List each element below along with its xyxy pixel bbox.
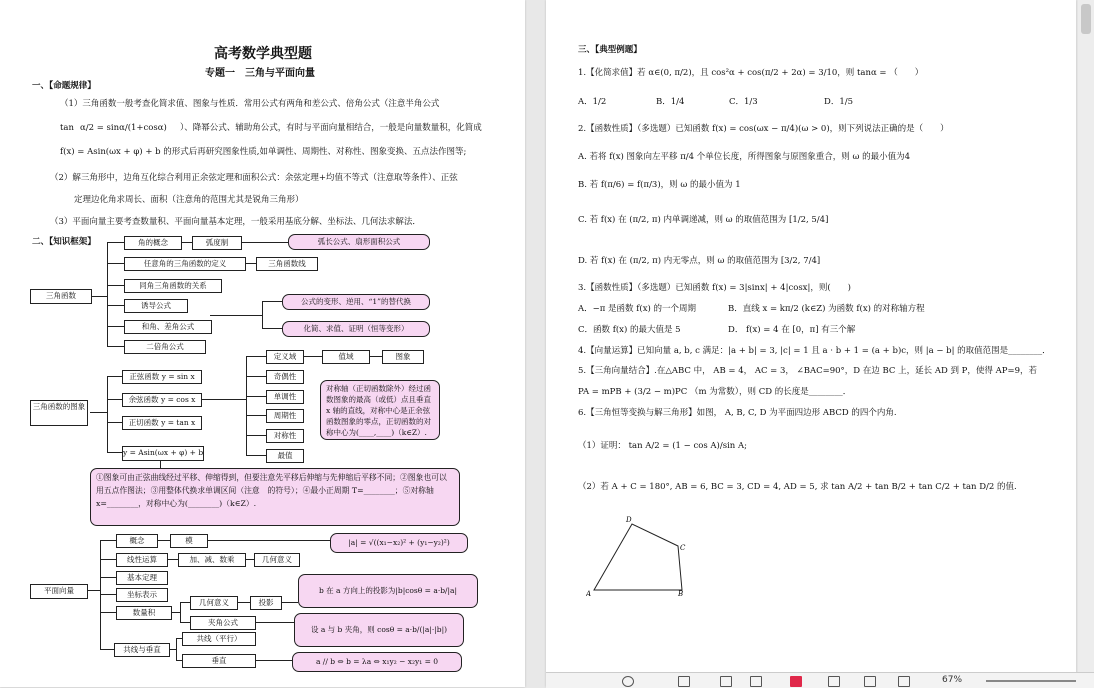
node-double-angle: 二倍角公式	[124, 340, 206, 354]
node-angle-formula: 夹角公式	[190, 616, 256, 630]
node-linear-op: 线性运算	[116, 553, 168, 567]
node-projection-formula: b 在 a 方向上的投影为|b|cosθ = a·b/|a|	[298, 574, 478, 608]
paragraph-1b-frac: α/2 = sinα/(1+cosα)	[80, 123, 167, 133]
vertical-scrollbar[interactable]	[1078, 0, 1094, 672]
q1-option-d: D．1/5	[824, 97, 853, 107]
label-d: D	[626, 516, 632, 524]
question-2: 2.【函数性质】（多选题）已知函数 f(x) = cos(ωx − π/4)(ω > 0)，则下列说法正确的是（ ）	[578, 124, 949, 134]
q3-option-b: B．直线 x = kπ/2 (k∈Z) 为函数 f(x) 的对称轴方程	[728, 304, 925, 314]
zoom-out-icon[interactable]	[898, 676, 910, 687]
note-graph-transform: ①图象可由正弦曲线经过平移、伸缩得到，但要注意先平移后伸缩与先伸缩后平移不同；②图象也可以用五点作图法；③用整体代换求单调区间（注意 的符号）；④最小正周期 T=________；⑤对称轴 x=________，对称中心为(________)（k∈Z）.	[90, 468, 460, 526]
q3-option-c: C．函数 f(x) 的最大值是 5	[578, 325, 681, 335]
node-coord: 坐标表示	[116, 588, 168, 602]
node-collinear: 共线（平行）	[182, 632, 256, 646]
node-range: 值域	[322, 350, 370, 364]
single-page-icon[interactable]	[678, 676, 690, 687]
node-dot-product: 数量积	[116, 606, 172, 620]
node-add-sub: 加、减、数乘	[178, 553, 246, 567]
q3-option-a: A．−π 是函数 f(x) 的一个周期	[578, 304, 697, 314]
q2-option-c: C. 若 f(x) 在 (π/2, π) 内单调递减，则 ω 的取值范围为 [1/2, 5/4]	[578, 215, 829, 225]
quadrilateral-figure	[586, 512, 696, 604]
fit-page-icon[interactable]	[864, 676, 876, 687]
question-6-part-2: （2）若 A + C = 180°, AB = 6, BC = 3, CD = 4, AD = 5, 求 tan A/2 + tan B/2 + tan C/2 + tan D/2 的值.	[578, 482, 1017, 492]
node-angle-concept: 角的概念	[124, 236, 182, 250]
node-sum-diff: 和角、差角公式	[124, 320, 212, 334]
node-domain: 定义域	[266, 350, 304, 364]
question-5a: 5.【三角向量结合】.在△ABC 中， AB = 4， AC = 3， ∠BAC=90°，D 在边 BC 上，延长 AD 到 P，使得 AP=9，若	[578, 366, 1037, 376]
paragraph-1b-pre: tan	[60, 123, 74, 133]
node-arc-length: 弧长公式、扇形面积公式	[288, 234, 430, 250]
node-sin: 正弦函数 y = sin x	[122, 370, 202, 384]
node-concept: 概念	[116, 534, 158, 548]
help-icon[interactable]	[622, 676, 634, 687]
node-same-angle: 同角三角函数的关系	[124, 279, 222, 293]
node-trig-function: 三角函数	[30, 289, 92, 304]
node-parallel-formula: a // b ⇔ b = λa ⇔ x₁y₂ − x₂y₁ = 0	[292, 652, 462, 672]
node-formula-variant: 公式的变形、逆用、“1”的替代换	[282, 294, 430, 310]
node-radian: 弧度制	[192, 236, 242, 250]
node-projection: 投影	[250, 596, 282, 610]
node-tan: 正切函数 y = tan x	[122, 416, 202, 430]
question-4: 4.【向量运算】已知向量 a, b, c 满足：|a + b| = 3, |c| = 1 且 a · b + 1 = (a + b)c，则 |a − b| 的取值范围是________．	[578, 346, 1051, 356]
label-a: A	[586, 590, 592, 598]
node-cos-formula: 设 a 与 b 夹角，则 cosθ = a·b/(|a|·|b|)	[294, 613, 464, 647]
node-modulus-formula: |a| = √((x₁−x₂)² + (y₁−y₂)²)	[330, 533, 468, 553]
node-collinear-perp: 共线与垂直	[114, 643, 170, 657]
q2-option-d: D. 若 f(x) 在 (π/2, π) 内无零点，则 ω 的取值范围为 [3/2, 7/4]	[578, 256, 821, 266]
node-graph: 图象	[382, 350, 424, 364]
label-c: C	[680, 544, 686, 552]
q2-option-a: A. 若将 f(x) 图象向左平移 π/4 个单位长度，所得图象与原图象重合，则 ω 的最小值为4	[578, 152, 911, 162]
bottom-toolbar	[546, 672, 1094, 688]
question-1: 1.【化简求值】若 α∈(0, π/2)，且 cos²α + cos(π/2 + 2α) = 3/10，则 tanα = （ ）	[578, 68, 924, 78]
node-period: 周期性	[266, 409, 304, 423]
scroll-thumb[interactable]	[1081, 4, 1091, 34]
fit-width-icon[interactable]	[828, 676, 840, 687]
paragraph-2b: 定理边化角求周长、面积（注意角的范围尤其是锐角三角形）	[74, 195, 304, 205]
q1-option-c: C．1/3	[729, 97, 758, 107]
paragraph-3: （3）平面向量主要考查数量积、平面向量基本定理，一般采用基底分解、坐标法、几何法求解法．	[50, 217, 421, 227]
section-heading-2: 二、【知识框架】	[32, 237, 96, 247]
play-icon[interactable]	[790, 676, 802, 687]
node-basic-theorem: 基本定理	[116, 571, 168, 585]
question-3: 3.【函数性质】（多选题）已知函数 f(x) = 3|sinx| + 4|cosx|，则( )	[578, 283, 851, 293]
paragraph-1c: f(x) = Asin(ωx + φ) + b 的形式后再研究图象性质,如单调性、周期性、对称性、图象变换、五点法作图等;	[60, 147, 467, 157]
section-heading-3: 三、【典型例题】	[578, 45, 642, 55]
node-trig-graph-label: 三角函数的图象	[32, 402, 86, 411]
node-plane-vector: 平面向量	[30, 584, 88, 599]
page-title: 高考数学典型题	[214, 46, 312, 62]
paragraph-1a: （1）三角函数一般考查化简求值、图象与性质．常用公式有两角和差公式、倍角公式（注意半角公式	[60, 99, 440, 109]
node-trig-line: 三角函数线	[256, 257, 318, 271]
node-modulus: 模	[170, 534, 208, 548]
question-5b: PA = mPB + (3/2 − m)PC （m 为常数），则 CD 的长度是________．	[578, 387, 852, 397]
q2-option-b: B. 若 f(π/6) = f(π/3)，则 ω 的最小值为 1	[578, 180, 741, 190]
q1-option-a: A．1/2	[578, 97, 607, 107]
label-b: B	[678, 590, 684, 598]
q1-option-b: B．1/4	[656, 97, 685, 107]
node-trig-graph	[30, 400, 88, 426]
node-simplify: 化简、求值、证明（恒等变形）	[282, 321, 430, 337]
paragraph-2a: （2）解三角形中，边角互化综合利用正余弦定理和面积公式：余弦定理+均值不等式（注意取等条件）、正弦	[50, 173, 458, 183]
document-page-1	[0, 0, 525, 687]
node-asin: y = Asin(ωx + φ) + b	[122, 446, 204, 461]
node-symmetry: 对称性	[266, 429, 304, 443]
paragraph-1b-post: ）、降幂公式、辅助角公式，有时与平面向量相结合，一般是向量数量积，化简成	[180, 123, 482, 133]
zoom-level[interactable]: 67%	[942, 675, 963, 685]
q3-option-d: D． f(x) = 4 在 [0，π] 有三个解	[728, 325, 856, 335]
read-mode-icon[interactable]	[720, 676, 732, 687]
node-geo-meaning-2: 几何意义	[190, 596, 238, 610]
page-subtitle: 专题一 三角与平面向量	[205, 68, 315, 79]
node-monotonic: 单调性	[266, 390, 304, 404]
zoom-slider[interactable]	[986, 680, 1076, 682]
node-perpendicular: 垂直	[182, 654, 256, 668]
node-cos: 余弦函数 y = cos x	[122, 393, 202, 407]
node-any-angle-def: 任意角的三角函数的定义	[124, 257, 246, 271]
node-geo-meaning: 几何意义	[254, 553, 300, 567]
document-page-2	[546, 0, 1076, 687]
node-parity: 奇偶性	[266, 370, 304, 384]
node-extreme: 最值	[266, 449, 304, 463]
two-page-icon[interactable]	[750, 676, 762, 687]
question-6: 6.【三角恒等变换与解三角形】如图， A, B, C, D 为平面四边形 ABCD 的四个内角.	[578, 408, 897, 418]
section-heading-1: 一、【命题规律】	[32, 81, 96, 91]
note-symmetry-axis: 对称轴（正切函数除外）经过函数图象的最高（或低）点且垂直 x 轴的直线，对称中心是正余弦函数图象的零点，正切函数的对称中心为(____,____)（k∈Z）.	[320, 380, 440, 440]
node-induction: 诱导公式	[124, 299, 188, 313]
question-6-part-1: （1）证明： tan A/2 = (1 − cos A)/sin A;	[578, 441, 747, 451]
gutter	[530, 0, 542, 687]
